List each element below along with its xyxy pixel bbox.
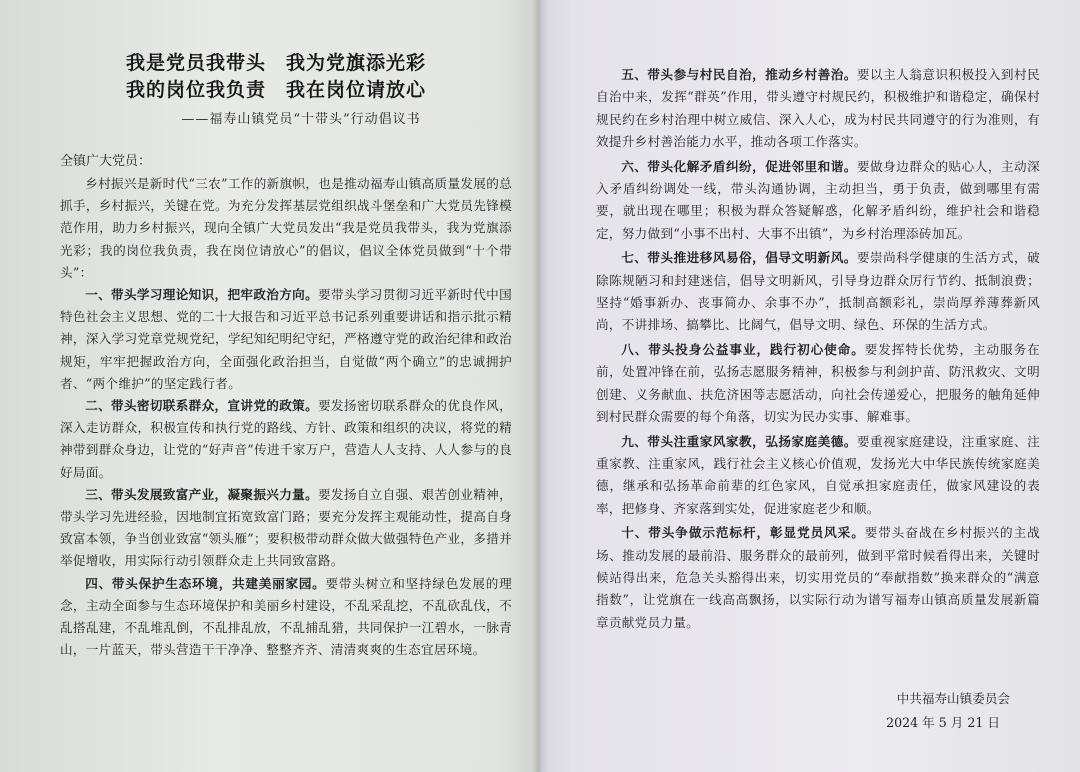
item-9 xyxy=(596,431,1040,521)
item-4-body: 要带头树立和坚持绿色发展的理念，主动全面参与生态环境保护和美丽乡村建设，不乱采乱挖，不乱砍乱伐，不乱搭乱建，不乱堆乱倒，不乱排乱放，不乱捕乱猎，共同保护一江碧水，一脉青山，一片蓝天，带头营造干干净净、整整齐齐、清清爽爽的生态宜居环境。 xyxy=(60,575,512,658)
intro-paragraph: 乡村振兴是新时代“三农”工作的新旗帜，也是推动福寿山镇高质量发展的总抓手，乡村振兴，关键在党。为充分发挥基层党组织战斗堡垒和广大党员先锋模范作用，助力乡村振兴，现向全镇广大党员发出“我是党员我带头，我为党旗添光彩；我的岗位我负责，我在岗位请放心”的倡议，倡议全体党员做到“十个带头”： xyxy=(60,176,512,280)
item-7-heading: 七、带头推进移风易俗，倡导文明新风。 xyxy=(621,250,857,266)
item-1-heading: 一、带头学习理论知识，把牢政治方向。 xyxy=(85,287,319,303)
item-1 xyxy=(60,284,512,395)
item-4-heading: 四、带头保护生态环境，共建美丽家园。 xyxy=(85,575,326,591)
item-8-body: 要发挥特长优势，主动服务在前，处置冲锋在前，弘扬志愿服务精神，积极参与利剑护苗、防汛救灾、文明创建、义务献血、扶危济困等志愿活动，向社会传递爱心，把服务的触角延伸到村民群众需要的每个角落，切实为民办实事、解难事。 xyxy=(596,341,1040,425)
signature-organization: 中共福寿山镇委员会 xyxy=(896,691,1010,706)
item-7-body: 要崇尚科学健康的生活方式，破除陈规陋习和封建迷信，倡导文明新风，引导身边群众厉行节约、抵制浪费；坚持“婚事新办、丧事简办、余事不办”，抵制高额彩礼，崇尚厚养薄葬新风尚，不讲排场、搞攀比、比阔气，倡导文明、绿色、环保的生活方式。 xyxy=(596,250,1041,333)
item-3-body: 要发扬自立自强、艰苦创业精神，带头学习先进经验，因地制宜拓宽致富门路；要充分发挥主观能动性，提高自身致富本领，争当创业致富“领头雁”；要积极带动群众做大做强特色产业，多措并举促增收，用实际行动引领群众走上共同致富路。 xyxy=(60,486,512,569)
item-9-heading: 九、带头注重家风家教，弘扬家庭美德。 xyxy=(621,433,857,449)
item-8 xyxy=(596,339,1040,429)
item-1-body: 要带头学习贯彻习近平新时代中国特色社会主义思想、党的二十大报告和习近平总书记系列重要讲话和指示批示精神，深入学习党章党规党纪，学纪知纪明纪守纪，严格遵守党的政治纪律和政治规矩，牢牢把握政治方向，全面强化政治担当，自觉做“两个确立”的忠诚拥护者、“两个维护”的坚定践行者。 xyxy=(60,287,512,391)
item-2-heading: 二、带头密切联系群众，宣讲党的政策。 xyxy=(85,398,319,414)
item-10 xyxy=(596,522,1040,634)
item-2-body: 要发扬密切联系群众的优良作风，深入走访群众，积极宣传和执行党的路线、方针、政策和组织的决议，将党的精神带到群众身边，让党的“好声音”传进千家万户，营造人人支持、人人参与的良好局面。 xyxy=(60,398,512,480)
item-6-heading: 六、带头化解矛盾纠纷，促进邻里和谐。 xyxy=(621,158,857,174)
item-6 xyxy=(596,156,1040,246)
item-4 xyxy=(60,573,512,662)
item-10-body: 要带头奋战在乡村振兴的主战场、推动发展的最前沿、服务群众的最前列，做到平常时候看得出来，关键时候站得出来，危急关头豁得出来，切实用党员的“奉献指数”换来群众的“满意指数”，让党旗在一线高高飘扬，以实际行动为谱写福寿山镇高质量发展新篇章贡献党员力量。 xyxy=(596,525,1040,630)
salutation: 全镇广大党员： xyxy=(60,154,152,169)
title-line-2: 我的岗位我负责 我在岗位请放心 xyxy=(125,79,426,101)
item-5 xyxy=(596,64,1040,154)
item-2 xyxy=(60,395,512,484)
item-5-heading: 五、带头参与村民自治，推动乡村善治。 xyxy=(621,67,857,82)
item-10-heading: 十、带头争做示范标杆，彰显党员风采。 xyxy=(621,525,865,541)
item-7 xyxy=(596,247,1040,337)
right-page xyxy=(540,0,1080,772)
item-5-body: 要以主人翁意识积极投入到村民自治中来，发挥“群英”作用，带头遵守村规民约，积极维护和谐稳定，确保村规民约在乡村治理中树立威信、深入人心，成为村民共同遵守的行为准则，有效提升乡村善治能力水平，推动各项工作落实。 xyxy=(596,67,1041,150)
page-gutter xyxy=(532,0,548,772)
item-9-body: 要重视家庭建设，注重家庭、注重家教、注重家风，践行社会主义核心价值观，发扬光大中华民族传统家庭美德，继承和弘扬革命前辈的红色家风，自觉承担家庭责任，做家风建设的表率，把修身、齐家落到实处，促进家庭老少和顺。 xyxy=(596,433,1041,516)
item-8-heading: 八、带头投身公益事业，践行初心使命。 xyxy=(621,341,865,357)
title-line-1: 我是党员我带头 我为党旗添光彩 xyxy=(125,52,426,74)
subtitle: ——福寿山镇党员“十带头”行动倡议书 xyxy=(181,112,421,127)
item-3 xyxy=(60,484,512,573)
item-6-body: 要做身边群众的贴心人，主动深入矛盾纠纷调处一线，带头沟通协调，主动担当，勇于负责，做到哪里有需要，就出现在哪里；积极为群众答疑解惑，化解矛盾纠纷，维护社会和谐稳定，努力做到“小事不出村、大事不出镇”，为乡村治理添砖加瓦。 xyxy=(596,158,1041,241)
item-3-heading: 三、带头发展致富产业，凝聚振兴力量。 xyxy=(85,486,319,502)
signature-date: 2024 年 5 月 21 日 xyxy=(886,715,1000,730)
